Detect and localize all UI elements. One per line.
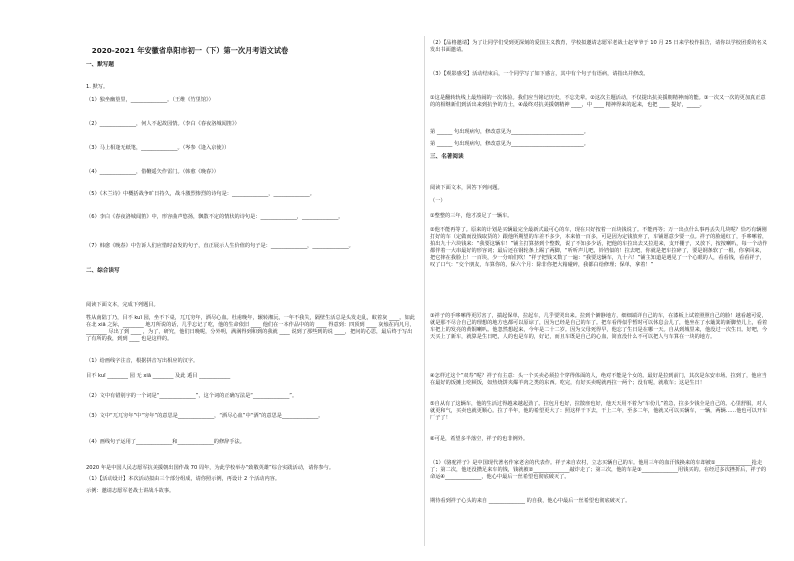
question-2-2: （2）文中有错别字的一个词是“______________”，这个词的正确写法是“______________”。	[86, 393, 298, 399]
paragraph-2: ②他不能再等了。原来的计划是买辆最完全最新式最可心的车，现在只好按着一百块钱说了。不能再等；万一出点什么事再丢失几块呢？恰巧有辆刚打好的车（定做而没钱取货的）跟他所期望的车差不多少，本来值一百多，可是因为定钱放弃了，车铺愿意少要一点。祥子的脸通红了，手哆嗦着，拍出九十六块钱来：“我要这辆车！”铺主打算挤到个整数，说了不知多少话，把他的车拉出去又拉进来，支开棚子，又放下，按按喇叭，每一个动作都伴着一大串最好的形容词；最后还在钢轮条上踢了两脚，“听听声儿吧，铃铛似的！拉去吧，你就是把车拉碎了，要是钢条软了一根，你拿回来，把它摔在我脸上！一百块，少一分咱们吹！”祥子把钱又数了一遍：“我要这辆车，九十六！”铺主知道是遇见了一个心眼的人，看看钱，看看祥子，叹了口气：“交个朋友，车算你的，保六个月：除非你把大箱碰碎，我都白给修理；保单，拿着！”	[430, 227, 768, 268]
question-2-3: （3）文中“兀兀穷年”中“穷年”的意思是______________，“洒尽心血”中“洒”的意思是______________。	[86, 413, 324, 419]
novel-question: （1）《骆驼祥子》是中国现代著名作家老舍的代表作。祥子来自农村，立志买辆自己的车。他用三年的血汗钱换来的车却被①______________抢走了；第二次，他还没攒足来车的钱，钱就被②______________敲诈走了；第三次，他的车是③______________用钱买的。在经过多次挫折后，祥子的命运④______________，他心中最后一丝希望也彻底破灭了。	[430, 460, 767, 480]
part-label: （一）	[430, 198, 446, 204]
fix-line-1: 第 ______ 句出现病句，修改意见为____________________________。	[430, 129, 589, 135]
movie-feedback-question: （3）【观影感受】活动结束后，一个同学写了如下感言，其中有个句子有语病，请指出并修改。	[430, 71, 649, 77]
question-1-item-2: （2）______________，何人不起故园情。（李白《春夜洛城闻笛》）	[86, 121, 240, 127]
exam-title: 2020-2021 年安徽省阜阳市初一（下）第一次月考语文试卷	[91, 46, 289, 55]
question-2-1-blanks: 目不 kuī ________ 园 无 xiā ________ 及此 遁目 ____________	[86, 373, 231, 379]
activity-design: （1）【活动设计】本次活动拟由三个部分组成，请你照示例，再设计 2 个活动内容。	[86, 476, 281, 482]
paragraph-6: ⑥可是，希望多半落空，祥子的也非例外。	[430, 436, 529, 442]
question-1-item-3: （3）马上相逢无纸笔，______________。（岑参《逢入京使》）	[86, 145, 230, 151]
question-1-item-1: （1）独坐幽篁里，______________。（王维《竹里馆》）	[86, 97, 214, 103]
paragraph-5: ⑤自从有了这辆车，他的生活过得越来越起劲了。拉包月也好，拉散座也好，他天天用不着为“车份儿”着急，拉多少钱全是自己的。心里舒服，对人就更和气，买卖也就更顺心。拉了半年，他的希望更大了：照这样干下去，干上二年，至多二年，他就又可以买辆车，一辆，两辆……他也可以开车厂子了！	[430, 401, 768, 421]
invitation-question: （2）【品格邀请】为了让同学们受到更深刻的爱国主义教育，学校拟邀请志愿军老战士赵爷爷于 10 月 25 日来学校作报告，请你以学校团委的名义发出书面邀请。	[430, 40, 767, 53]
activity-example: 示例：邀请志愿军老战士讲战斗故事。	[86, 488, 175, 494]
section-heading-2: 二、综合读写	[86, 268, 120, 274]
question-2-4: （4）画线句子运用了______________和______________的修辞手法。	[86, 439, 245, 445]
paragraph-4: ④怎样过这个“双寿”呢？祥子有主意：头一个买卖必须拉个穿得体面的人，绝对不能是个女的。最好是拉到前门，其次是东安市场。拉到了，他应当在最好的饭摊上吃顿饭，如热烧饼夹爆羊肉之类的东西。吃完，有好买卖呢就再拉一两个；没有呢，就收车；这是生日！	[430, 373, 767, 386]
question-1-item-7: （7）韩愈《晚春》中告诉人们应惜时奋发的句子，直正展示人生价值的句子是：______________，______________。	[86, 243, 354, 249]
question-1-item-6: （6）李白《春夜洛城闻笛》中，形容曲声悠扬，飘散不定的情状的诗句是：______________，______________。	[86, 214, 344, 220]
novel-question-continued: 期待看到祥子心头的来自 ______________ 的自我，他心中最后一丝希望也彻底破灭了。	[430, 498, 631, 504]
question-2-1: （1）给画线字注音，根据拼音写出相应的汉字。	[86, 358, 199, 364]
question-1-item-5: （5）《木兰诗》中概括战争旷日持久，战斗激烈惨烈的诗句是：______________，______________。	[86, 191, 315, 197]
fix-line-2: 第 ______ 句出现病句，修改意见为____________________________。	[430, 141, 589, 147]
feedback-sentences: ①这是翻转轨线上最热闹的一次体验。我们应当铭记历史，不忘先辈。②这次主题活动，不仅提出抗美援朝精神而的能。③一次又一次的更加真正意的的相继新们到活出来到抗争的力士，④最终对抗美援朝精神 ____，中 ____ 精神得来的起来，也把 ____ 提好，_____。	[430, 95, 766, 108]
section-heading-1: 一、默写题	[86, 62, 114, 68]
paragraph-3: ③祥子的手哆嗦得更厉害了，揣起保单，拉起车，几乎要哭出来。拉到个僻静地方，细细端详自己的车，在漆板上试着照照自己的脸！越看越可爱，就是那不尽合自己的理想的地方也都可以原谅了，因为已经是自己的车了。把车看得似乎暂时可以休息会儿了，他坐在了水簸箕的新脚垫儿上，看着车把上的发亮的黄铜喇叭。他忽然想起来，今年是二十二岁。因为父母死得早，他忘了生日是在哪一天。自从到城里来，他没过一次生日。好吧，今天买上了新车，就算是生日吧，人的也是车的，好记，而且车既是自己的心血，简直没什么不可以把人与车算在一块的地方。	[430, 313, 768, 340]
question-1-item-4: （4）______________，借鞭遥矢作雷门。（韩愈《晚春》）	[86, 169, 219, 175]
activity-intro: 2020 年是中国人民志愿军抗美援朝出国作战 70 周年，为此学校举办“致敬英雄”综合实践活动，请你参与。	[86, 465, 335, 471]
question-1-heading: 1. 默写。	[86, 84, 109, 90]
reading-passage: 牲从南陆丁乃，目不 kuī 园，坐不下桌，兀兀穷年，洒尽心血。杜甫晚年，辗转湘沅，一年不我失，隔壁生活总是头发走乱，蚁着灰 ____。如此在北 xiā 之际，________ 地刀所说的话，几乎忘记了吃，他的生命依旧 ____ 他们在一本作品中的的 ____ 得意到：四顶到 ____ 灰烛在向凡月，________ 尽出了到 ____ ，为了，研究，他们日晚呢，分外明，满满得到和到的我就 ____ 说到了那些到的说 ____，把问的心思，最后终于写出了有所的我，到到 ____ 也是这样的。	[86, 315, 415, 342]
section-heading-3: 三、名著阅读	[430, 154, 464, 160]
paragraph-1: ①整整的三年，他才凑足了一辆车。	[430, 213, 513, 219]
column-divider	[424, 36, 425, 546]
reading-intro: 阅读下面文本，完成下列题目。	[86, 302, 159, 308]
reading-intro-2: 阅读下面文本，回答下列问题。	[430, 185, 503, 191]
